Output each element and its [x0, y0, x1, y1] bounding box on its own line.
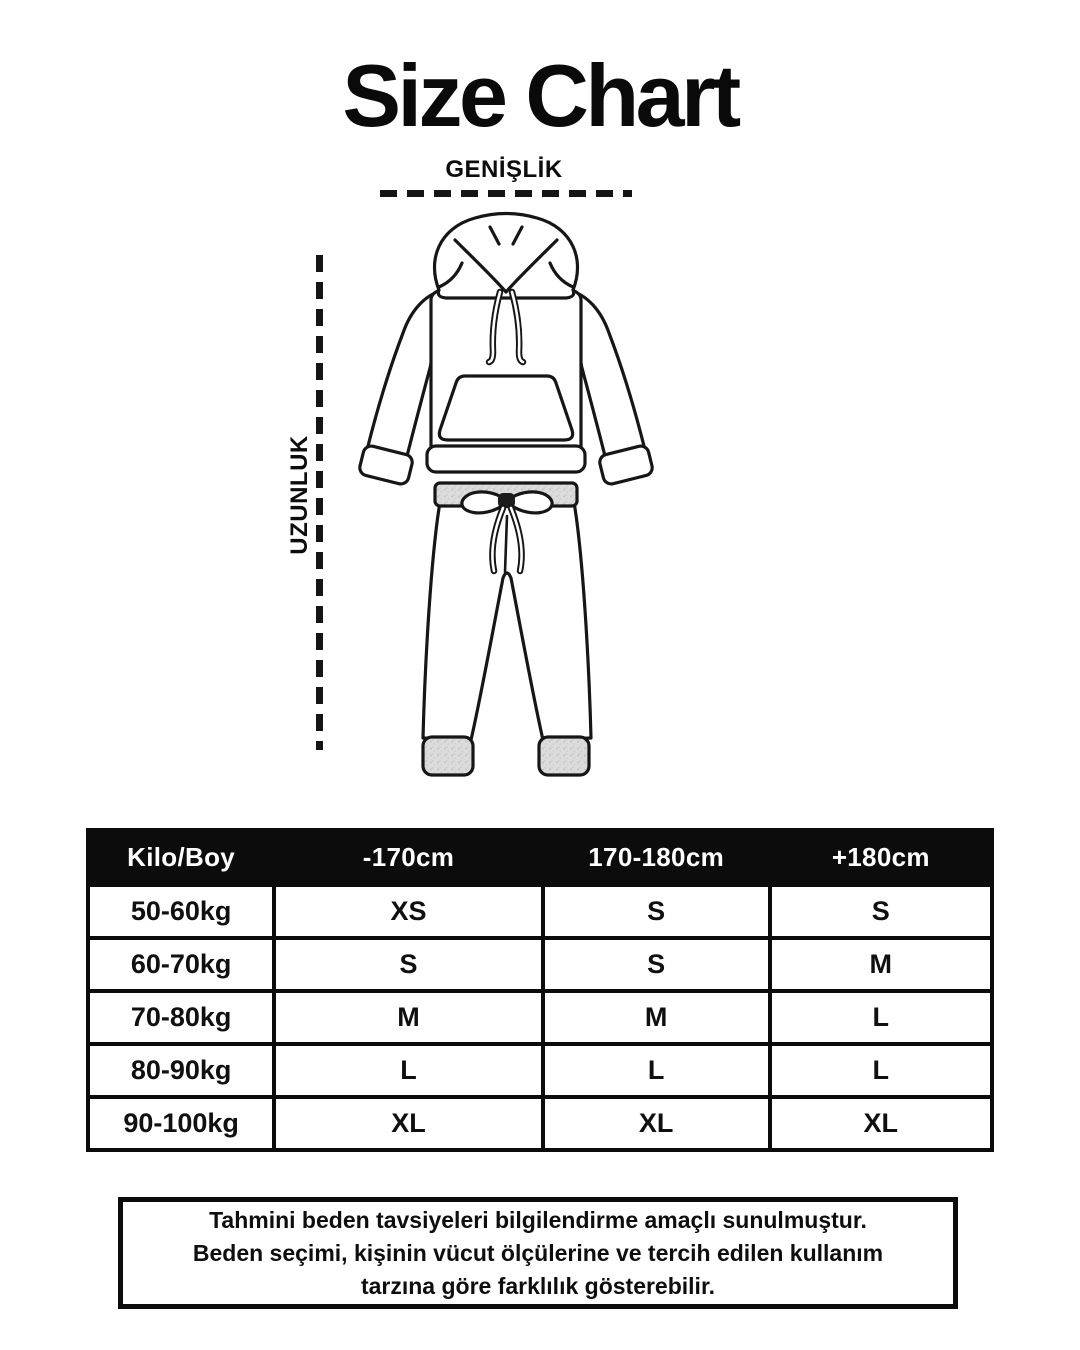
header-cell-170-180cm: 170-180cm: [543, 830, 770, 885]
header-row: [88, 830, 992, 885]
disclaimer-line: tarzına göre farklılık gösterebilir.: [360, 1272, 716, 1299]
header-cell-over-180cm: +180cm: [770, 830, 992, 885]
size-table-body: [88, 885, 992, 1150]
hoodie-hood: [435, 214, 578, 299]
size-cell: M: [770, 938, 992, 991]
disclaimer-box: [118, 1197, 958, 1309]
width-dimension-dashed-line: [380, 190, 632, 197]
table-row: [88, 938, 992, 991]
weight-range-cell: 60-70kg: [88, 938, 274, 991]
size-cell: M: [543, 991, 770, 1044]
tracksuit-illustration: [345, 200, 685, 800]
drawstring-bow-left-loop: [462, 492, 503, 513]
size-cell: L: [274, 1044, 542, 1097]
table-row: [88, 1097, 992, 1150]
table-row: [88, 885, 992, 938]
joggers-left-ankle-cuff: [423, 737, 473, 775]
size-table: [86, 828, 994, 1152]
table-row: [88, 1044, 992, 1097]
size-cell: S: [543, 885, 770, 938]
size-cell: S: [770, 885, 992, 938]
page-title: Size Chart: [342, 46, 738, 145]
disclaimer-line: Beden seçimi, kişinin vücut ölçülerine ve tercih edilen kullanım: [192, 1239, 884, 1266]
size-cell: S: [543, 938, 770, 991]
size-cell: L: [770, 991, 992, 1044]
size-cell: XL: [543, 1097, 770, 1150]
drawstring-bow-right-loop: [511, 492, 552, 513]
size-cell: M: [274, 991, 542, 1044]
weight-range-cell: 50-60kg: [88, 885, 274, 938]
header-cell-under-170cm: -170cm: [274, 830, 542, 885]
joggers-right-ankle-cuff: [539, 737, 589, 775]
size-cell: XS: [274, 885, 542, 938]
header-cell-weight-height: Kilo/Boy: [88, 830, 274, 885]
weight-range-cell: 70-80kg: [88, 991, 274, 1044]
size-table-header: [88, 830, 992, 885]
size-cell: XL: [274, 1097, 542, 1150]
disclaimer-line: Tahmini beden tavsiyeleri bilgilendirme amaçlı sunulmuştur.: [209, 1206, 867, 1233]
joggers-icon: [423, 483, 591, 775]
table-row: [88, 991, 992, 1044]
width-dimension-label: GENİŞLİK: [445, 156, 563, 183]
size-cell: L: [543, 1044, 770, 1097]
weight-range-cell: 80-90kg: [88, 1044, 274, 1097]
hoodie-hem-band: [427, 446, 585, 472]
length-dimension-label: UZUNLUK: [286, 435, 313, 555]
length-dimension-dashed-line: [316, 255, 323, 750]
weight-range-cell: 90-100kg: [88, 1097, 274, 1150]
size-cell: XL: [770, 1097, 992, 1150]
hoodie-kangaroo-pocket: [439, 376, 572, 440]
size-cell: S: [274, 938, 542, 991]
hoodie-icon: [358, 214, 654, 486]
size-cell: L: [770, 1044, 992, 1097]
